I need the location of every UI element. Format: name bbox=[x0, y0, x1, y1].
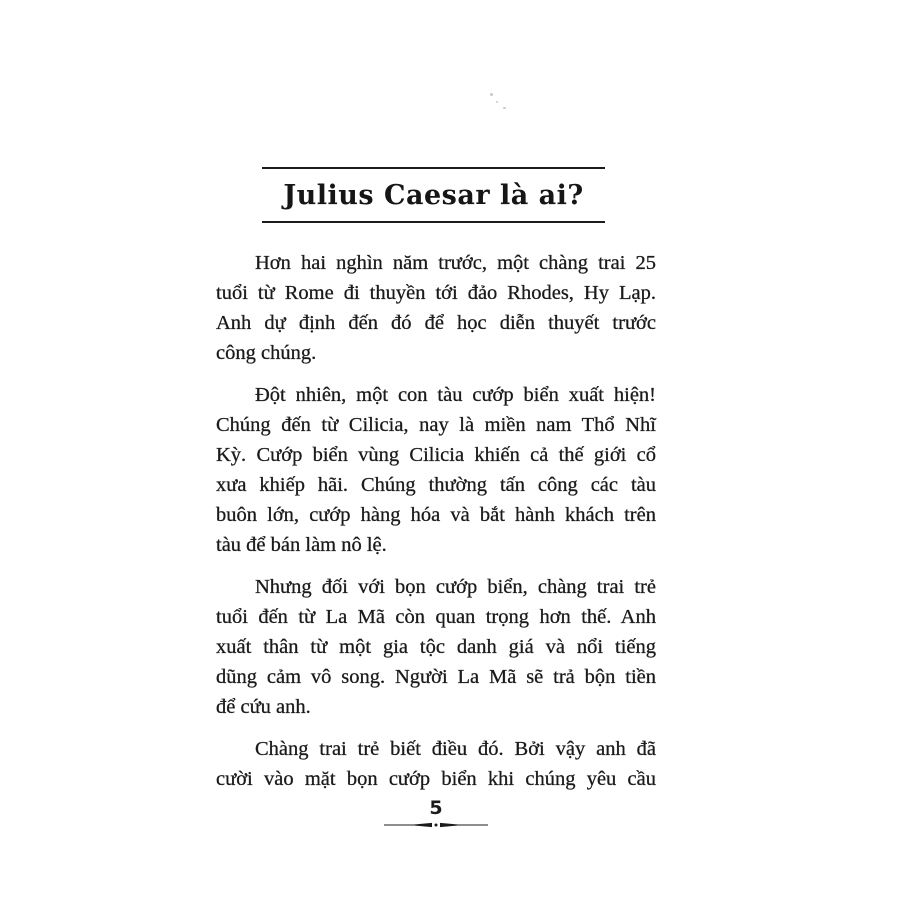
dust-speck bbox=[503, 107, 506, 109]
body-text bbox=[216, 248, 656, 806]
text-line: cười vào mặt bọn cướp biển khi chúng yêu cầu bbox=[216, 768, 656, 790]
page-footer bbox=[216, 797, 656, 830]
paragraph bbox=[216, 380, 656, 560]
text-line: công chúng. bbox=[216, 342, 317, 364]
text-line: tàu để bán làm nô lệ. bbox=[216, 534, 387, 556]
text-line: buôn lớn, cướp hàng hóa và bắt hành khách trên bbox=[216, 504, 656, 526]
text-line: tuổi từ Rome đi thuyền tới đảo Rhodes, Hy Lạp. bbox=[216, 282, 656, 304]
paragraph bbox=[216, 248, 656, 368]
text-line: tuổi đến từ La Mã còn quan trọng hơn thế. Anh bbox=[216, 606, 656, 628]
text-line: Hơn hai nghìn năm trước, một chàng trai 25 bbox=[255, 252, 656, 274]
text-line: Chàng trai trẻ biết điều đó. Bởi vậy anh đã bbox=[255, 738, 656, 760]
text-line: xưa khiếp hãi. Chúng thường tấn công các tàu bbox=[216, 474, 656, 496]
text-line: xuất thân từ một gia tộc danh giá và nổi tiếng bbox=[216, 636, 656, 658]
text-line: dũng cảm vô song. Người La Mã sẽ trả bộn tiền bbox=[216, 666, 656, 688]
text-line: Đột nhiên, một con tàu cướp biển xuất hiện! bbox=[255, 384, 656, 406]
text-line: Nhưng đối với bọn cướp biển, chàng trai trẻ bbox=[255, 576, 656, 598]
text-line: Chúng đến từ Cilicia, nay là miền nam Thổ Nhĩ bbox=[216, 414, 656, 436]
chapter-title: Julius Caesar là ai? bbox=[283, 179, 584, 211]
text-line: Anh dự định đến đó để học diễn thuyết trước bbox=[216, 312, 656, 334]
chapter-heading bbox=[262, 167, 605, 223]
paragraph bbox=[216, 734, 656, 794]
dust-speck bbox=[490, 93, 493, 96]
text-line: để cứu anh. bbox=[216, 696, 311, 718]
footer-ornament-divider bbox=[384, 820, 488, 830]
page-number: 5 bbox=[429, 797, 443, 819]
dust-speck bbox=[496, 101, 498, 103]
paragraph bbox=[216, 572, 656, 722]
text-line: Kỳ. Cướp biển vùng Cilicia khiến cả thế giới cổ bbox=[216, 444, 656, 466]
